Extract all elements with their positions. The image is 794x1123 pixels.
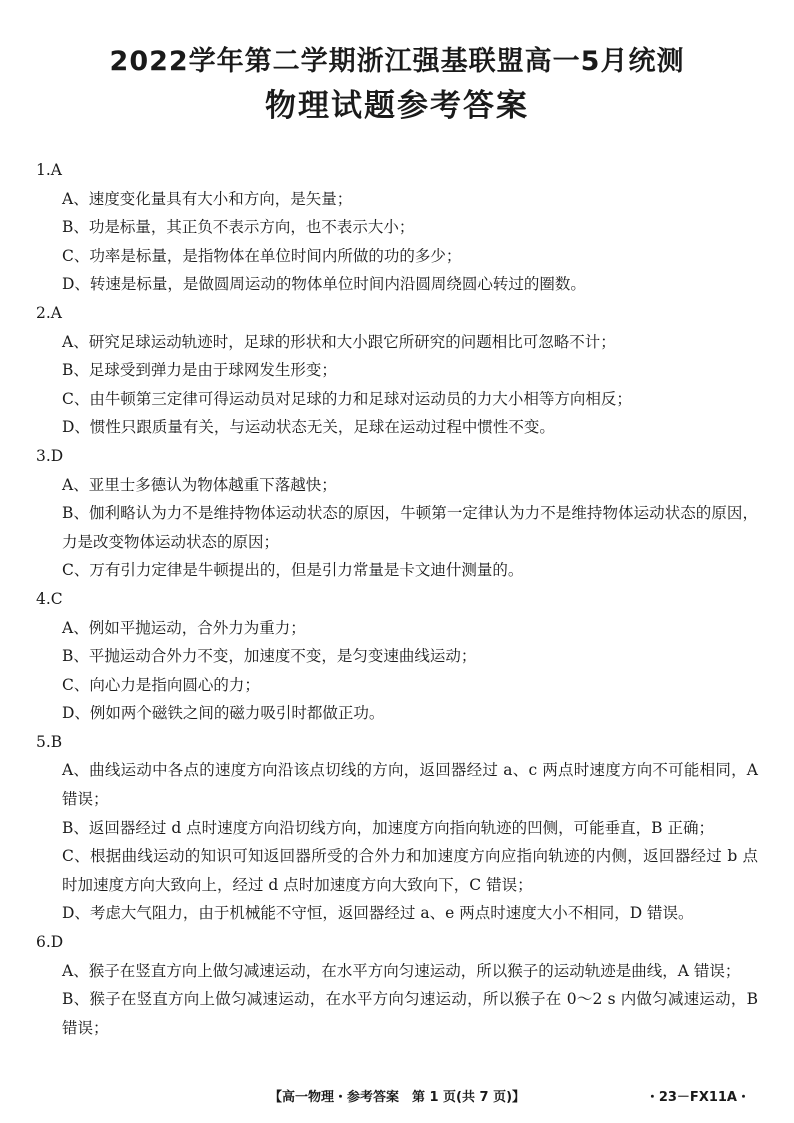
option-explanation: D、惯性只跟质量有关，与运动状态无关，足球在运动过程中惯性不变。 [62, 418, 555, 437]
option-explanation: A、曲线运动中各点的速度方向沿该点切线的方向，返回器经过 a、c 两点时速度方向不可能相同，A 错误； [62, 761, 758, 809]
page-subtitle: 物理试题参考答案 [265, 88, 529, 124]
page-footer [0, 1087, 794, 1109]
question-answer-key: 2.A [36, 303, 62, 322]
option-explanation: C、向心力是指向圆心的力； [62, 675, 260, 694]
option-explanation: A、猴子在竖直方向上做匀减速运动，在水平方向匀速运动，所以猴子的运动轨迹是曲线，A 错误； [62, 961, 741, 980]
option-explanation: B、平抛运动合外力不变，加速度不变，是匀变速曲线运动； [62, 647, 477, 666]
option-explanation: D、转速是标量，是做圆周运动的物体单位时间内沿圆周绕圆心转过的圈数。 [62, 275, 586, 294]
question-answer-key: 6.D [36, 933, 64, 952]
option-explanation: B、猴子在竖直方向上做匀减速运动，在水平方向匀速运动，所以猴子在 0～2 s 内做匀减速运动，B 错误； [62, 990, 758, 1037]
option-explanation: B、足球受到弹力是由于球网发生形变； [62, 361, 337, 380]
question-answer-key: 4.C [36, 589, 63, 608]
question-answer-key: 1.A [36, 161, 62, 179]
option-explanation: A、例如平抛运动，合外力为重力； [62, 618, 306, 637]
option-explanation: C、根据曲线运动的知识可知返回器所受的合外力和加速度方向应指向轨迹的内侧，返回器经过 b 点时加速度方向大致向上，经过 d 点时加速度方向大致向下，C 错误； [62, 847, 758, 894]
option-explanation: C、功率是标量，是指物体在单位时间内所做的功的多少； [62, 246, 462, 265]
option-explanation: A、亚里士多德认为物体越重下落越快； [62, 475, 337, 494]
option-explanation: D、考虑大气阻力，由于机械能不守恒，返回器经过 a、e 两点时速度大小不相同，D 错误。 [62, 904, 694, 923]
option-explanation: B、功是标量，其正负不表示方向，也不表示大小； [62, 218, 415, 237]
footer-page-info: 【高一物理・参考答案 第 1 页(共 7 页)】 [268, 1090, 526, 1105]
option-explanation: C、由牛顿第三定律可得运动员对足球的力和足球对运动员的力大小相等方向相反； [62, 389, 632, 408]
option-explanation: D、例如两个磁铁之间的磁力吸引时都做正功。 [62, 704, 385, 723]
option-explanation: B、返回器经过 d 点时速度方向沿切线方向，加速度方向指向轨迹的凹侧，可能垂直，B 正确； [62, 818, 714, 837]
answer-list [36, 156, 758, 1042]
question-answer-key: 3.D [36, 446, 64, 465]
question-answer-key: 5.B [36, 732, 63, 751]
option-explanation: B、伽利略认为力不是维持物体运动状态的原因，牛顿第一定律认为力不是维持物体运动状态的原因，力是改变物体运动状态的原因； [62, 504, 758, 551]
option-explanation: C、万有引力定律是牛顿提出的，但是引力常量是卡文迪什测量的。 [62, 561, 524, 580]
option-explanation: A、速度变化量具有大小和方向，是矢量； [62, 189, 353, 208]
option-explanation: A、研究足球运动轨迹时，足球的形状和大小跟它所研究的问题相比可忽略不计； [62, 332, 616, 351]
page-title: 2022学年第二学期浙江强基联盟高一5月统测 [109, 46, 685, 77]
footer-code: ・23－FX11A・ [645, 1090, 750, 1105]
